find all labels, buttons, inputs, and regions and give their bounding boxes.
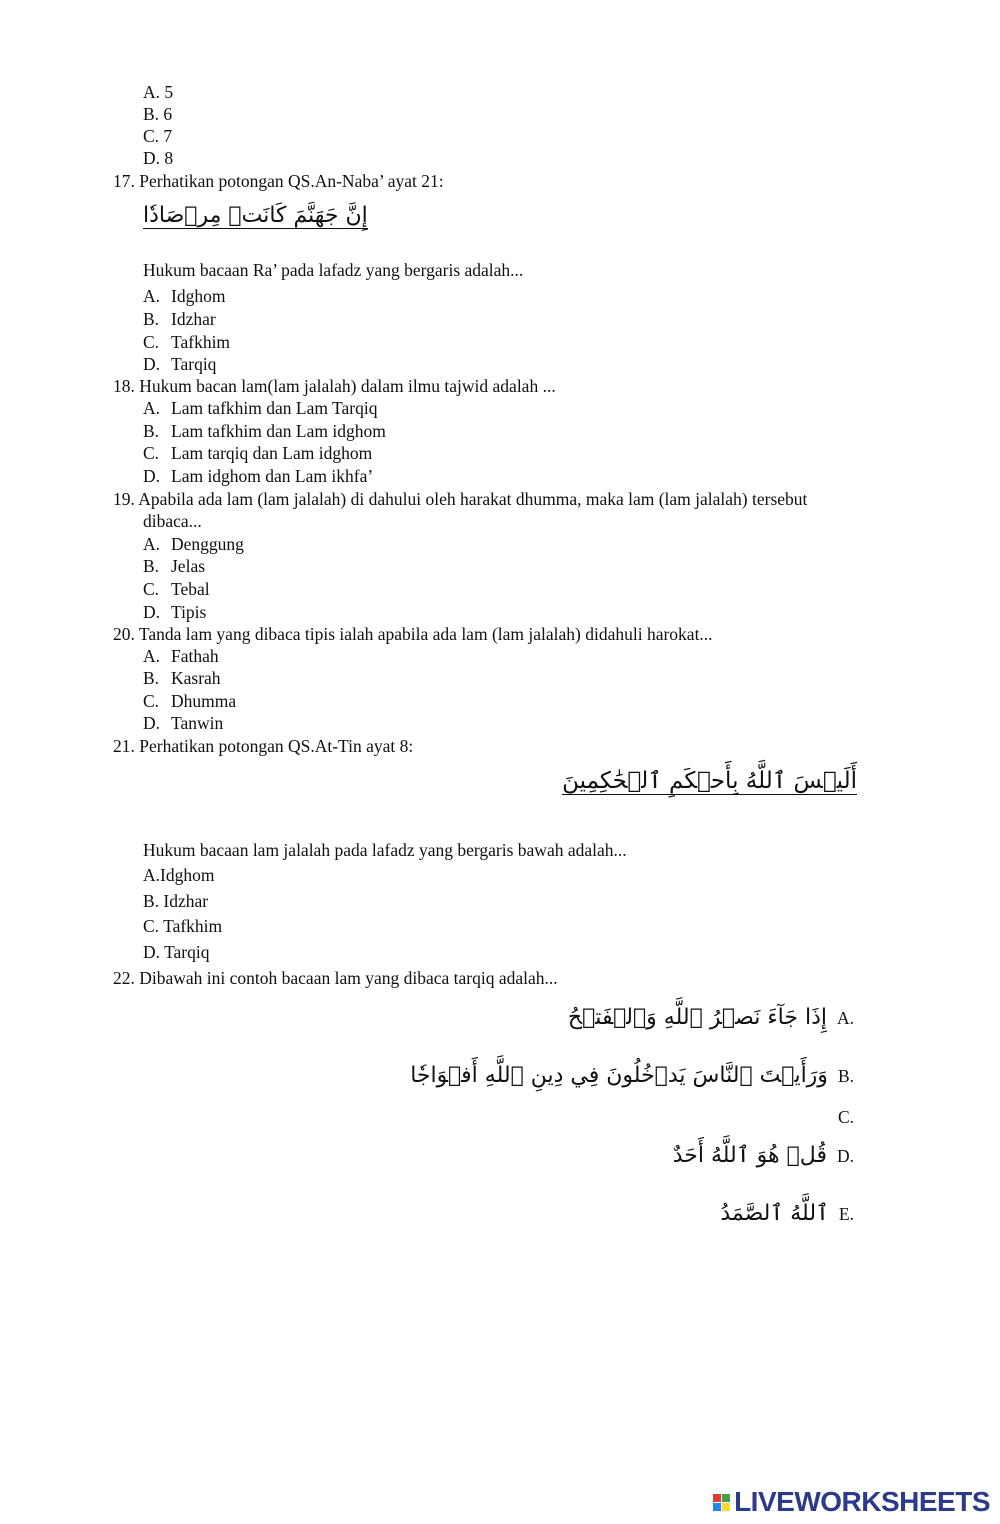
q17-arabic-text: إِنَّ جَهَنَّمَ كَانَتۡ مِرۡصَادٗا [143,203,368,228]
option-letter: D. [143,354,161,374]
logo-text: LIVEWORKSHEETS [734,1486,990,1517]
option-letter: .D [836,1146,854,1166]
q21-option-d[interactable]: D. Tarqiq [143,942,210,962]
option-text: Fathah [171,646,219,666]
q21-arabic-verse [562,768,857,794]
option-letter: .E [838,1204,854,1224]
q19-option-b[interactable] [143,555,205,577]
q18-option-a[interactable] [143,397,377,419]
q20-option-d[interactable] [143,712,223,734]
option-arabic: إِذَا جَآءَ نَصۡرُ ٱللَّهِ وَٱلۡفَتۡحُ [567,1005,827,1030]
option-letter: B. [143,668,160,688]
q16-option-d: D. 8 [143,148,174,168]
option-letter: B. [143,556,160,576]
option-text: Idghom [171,286,226,306]
option-text: Lam tarqiq dan Lam idghom [171,443,373,463]
q20-option-b[interactable] [143,667,221,689]
q18-option-b[interactable] [143,420,386,442]
q17-option-a[interactable] [143,285,225,307]
q22-option-b[interactable] [410,1061,854,1091]
option-arabic: قُلۡ هُوَ ٱللَّهُ أَحَدٌ [672,1143,827,1168]
q18-question: 18. Hukum bacan lam(lam jalalah) dalam ilmu tajwid adalah ... [113,376,556,396]
q16-option-a: A. 5 [143,82,174,102]
option-text: Dhumma [171,691,237,711]
q20-option-c[interactable] [143,690,236,712]
q17-option-d[interactable] [143,353,216,375]
q17-question: 17. Perhatikan potongan QS.An-Naba’ ayat 21: [113,171,444,191]
option-letter: C. [143,691,160,711]
q22-option-a[interactable] [568,1003,854,1033]
option-text: Kasrah [171,668,221,688]
option-letter: A. [143,534,161,554]
q21-prompt: Hukum bacaan lam jalalah pada lafadz yang bergaris bawah adalah... [143,840,627,860]
q20-question: 20. Tanda lam yang dibaca tipis ialah apabila ada lam (lam jalalah) didahuli harokat... [113,624,713,644]
q22-option-c[interactable] [828,1102,854,1132]
q16-option-c: C. 7 [143,126,173,146]
q20-option-a[interactable] [143,645,219,667]
option-letter: D. [143,713,161,733]
option-letter: C. [143,332,160,352]
q17-option-c[interactable] [143,331,230,353]
q17-prompt: Hukum bacaan Ra’ pada lafadz yang bergaris adalah... [143,260,524,280]
option-arabic: وَرَأَيۡتَ ٱلنَّاسَ يَدۡخُلُونَ فِي دِينِ ٱللَّهِ أَفۡوَاجٗا [410,1063,828,1088]
q22-option-e[interactable] [720,1199,854,1229]
q18-option-d[interactable] [143,465,373,487]
option-text: Lam tafkhim dan Lam Tarqiq [171,398,378,418]
option-letter: C. [143,579,160,599]
option-letter: A. [143,286,161,306]
option-text: Tebal [171,579,210,599]
q21-option-a[interactable]: A.Idghom [143,865,215,885]
option-text: Tafkhim [171,332,231,352]
option-letter: A. [143,646,161,666]
liveworksheets-logo [713,1487,990,1517]
q17-option-b[interactable] [143,308,216,330]
q21-question: 21. Perhatikan potongan QS.At-Tin ayat 8: [113,736,414,756]
q16-option-b: B. 6 [143,104,173,124]
option-text: Jelas [171,556,206,576]
q19-question-line2: dibaca... [143,511,202,531]
option-text: Denggung [171,534,244,554]
option-letter: A. [143,398,161,418]
q22-question: 22. Dibawah ini contoh bacaan lam yang dibaca tarqiq adalah... [113,968,558,988]
q19-option-d[interactable] [143,601,206,623]
logo-squares-icon [713,1494,730,1511]
option-letter: B. [143,421,160,441]
option-text: Tipis [171,602,207,622]
q19-question-line1: 19. Apabila ada lam (lam jalalah) di dahului oleh harakat dhumma, maka lam (lam jalalah) tersebut [113,489,808,509]
option-letter: .B [837,1066,854,1086]
option-letter: B. [143,309,160,329]
q17-arabic-verse [143,203,368,228]
option-text: Tarqiq [171,354,217,374]
option-text: Lam tafkhim dan Lam idghom [171,421,386,441]
q19-option-c[interactable] [143,578,210,600]
option-letter: .C [837,1107,854,1127]
option-letter: .A [836,1008,854,1028]
option-text: Tanwin [171,713,224,733]
option-arabic: ٱللَّهُ ٱلصَّمَدُ [720,1201,829,1226]
q19-option-a[interactable] [143,533,244,555]
q21-arabic-text: أَلَيۡسَ ٱللَّهُ بِأَحۡكَمِ ٱلۡحَٰكِمِينَ [562,768,857,794]
option-text: Lam idghom dan Lam ikhfa’ [171,466,374,486]
option-letter: D. [143,602,161,622]
option-letter: D. [143,466,161,486]
q21-option-b[interactable]: B. Idzhar [143,891,209,911]
q18-option-c[interactable] [143,442,372,464]
option-letter: C. [143,443,160,463]
option-text: Idzhar [171,309,216,329]
q21-option-c[interactable]: C. Tafkhim [143,916,223,936]
q22-option-d[interactable] [673,1141,854,1171]
